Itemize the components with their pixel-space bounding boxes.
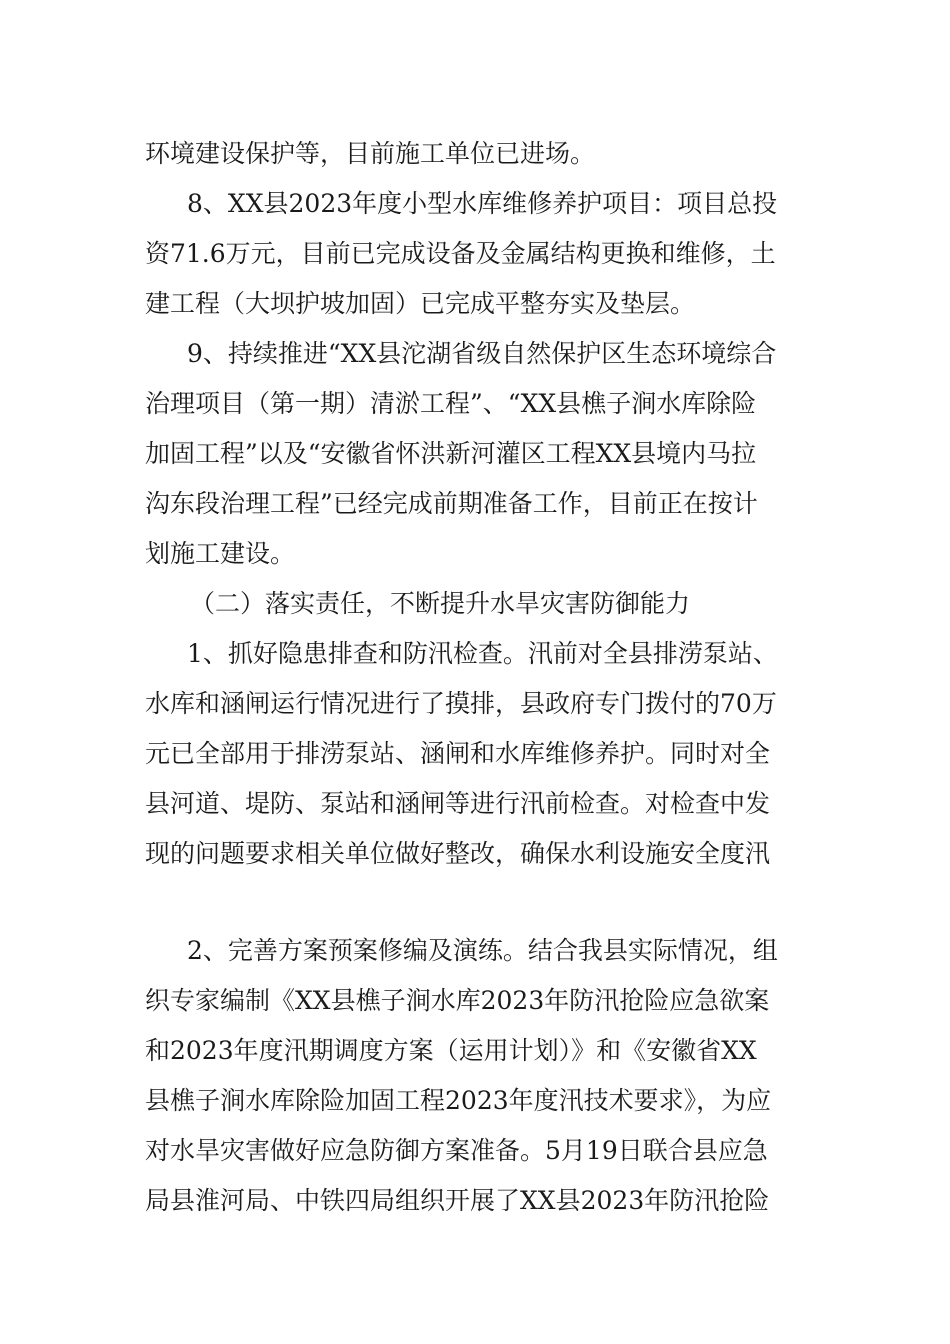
text-line: 元已全部用于排涝泵站、涵闸和水库维修养护。同时对全 — [145, 739, 771, 768]
text-line: 现的问题要求相关单位做好整改，确保水利设施安全度汛 — [145, 839, 771, 868]
text-line: 对水旱灾害做好应急防御方案准备。5月19日联合县应急 — [145, 1136, 768, 1165]
text-line: 局县淮河局、中铁四局组织开展了XX县2023年防汛抢险 — [145, 1186, 770, 1215]
text-line: 水库和涵闸运行情况进行了摸排，县政府专门拨付的70万 — [145, 689, 777, 718]
section-heading: （二）落实责任，不断提升水旱灾害防御能力 — [190, 589, 691, 618]
text-line: 沟东段治理工程”已经完成前期准备工作，目前正在按计 — [145, 489, 758, 518]
text-line: 1、抓好隐患排查和防汛检查。汛前对全县排涝泵站、 — [187, 639, 778, 668]
text-line: 建工程（大坝护坡加固）已完成平整夯实及垫层。 — [145, 289, 696, 318]
text-line: 划施工建设。 — [145, 539, 296, 568]
text-line: 环境建设保护等，目前施工单位已进场。 — [145, 139, 596, 168]
text-line: 8、XX县2023年度小型水库维修养护项目：项目总投 — [187, 189, 778, 218]
text-line: 9、持续推进“XX县沱湖省级自然保护区生态环境综合 — [187, 339, 777, 368]
text-line: 和2023年度汛期调度方案（运用计划）》和《安徽省XX — [145, 1036, 757, 1065]
text-line: 县樵子涧水库除险加固工程2023年度汛技术要求》，为应 — [145, 1086, 772, 1115]
text-line: 加固工程”以及“安徽省怀洪新河灌区工程XX县境内马拉 — [145, 439, 757, 468]
text-line: 资71.6万元，目前已完成设备及金属结构更换和维修，土 — [145, 239, 776, 268]
text-line: 2、完善方案预案修编及演练。结合我县实际情况，组 — [187, 936, 778, 965]
text-line: 治理项目（第一期）清淤工程”、“XX县樵子涧水库除险 — [145, 389, 757, 418]
text-line: 织专家编制《XX县樵子涧水库2023年防汛抢险应急欲案 — [145, 986, 770, 1015]
text-line: 县河道、堤防、泵站和涵闸等进行汛前检查。对检查中发 — [145, 789, 771, 818]
